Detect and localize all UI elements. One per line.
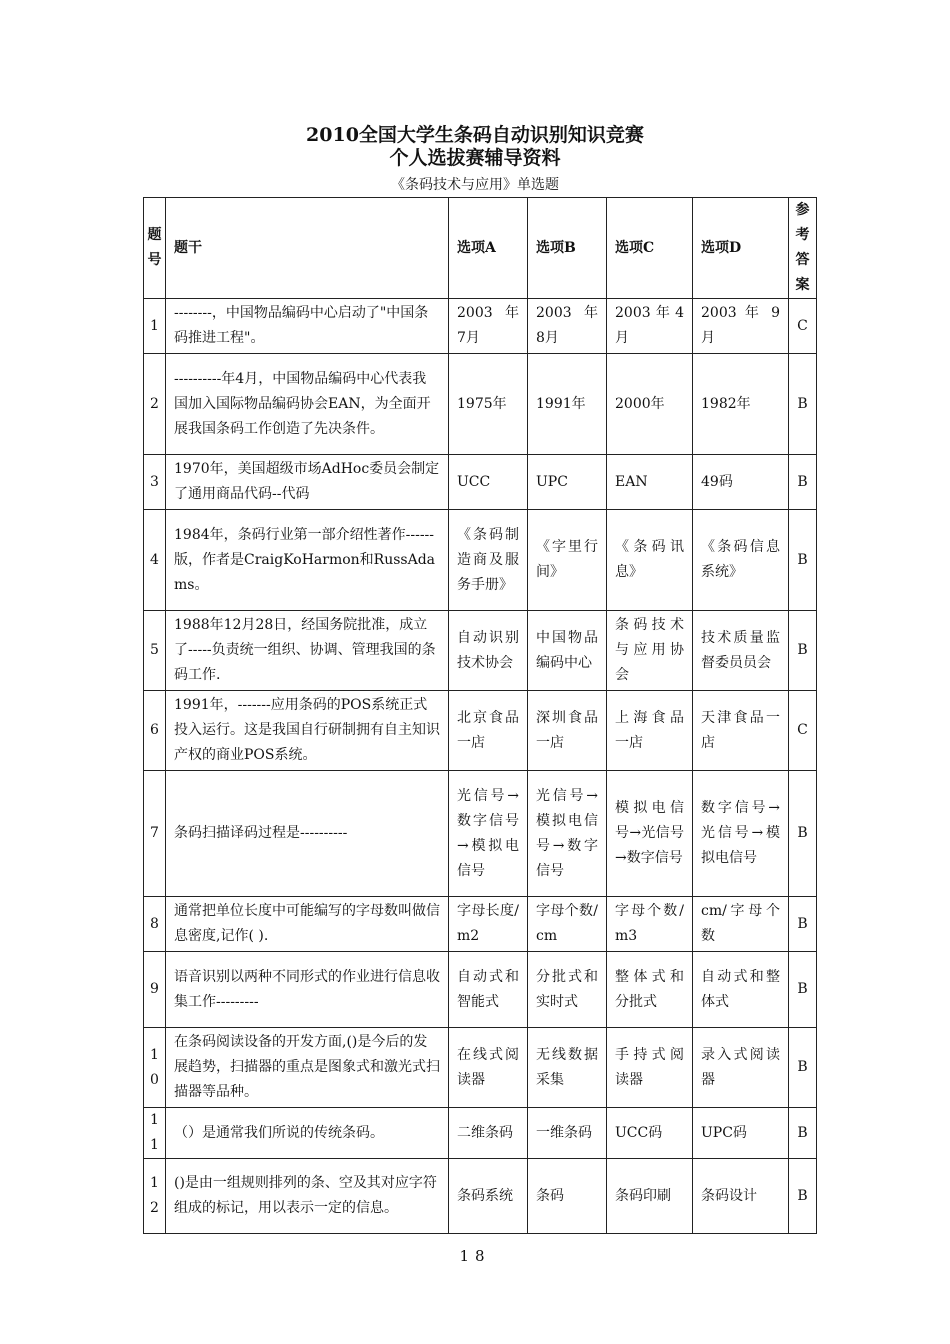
question-table [143, 197, 817, 1234]
option-d: 数字信号→光信号→模拟电信号 [693, 771, 789, 897]
answer: B [789, 952, 817, 1028]
option-c: 2000年 [607, 354, 693, 455]
question-stem: 1984年，条码行业第一部介绍性著作------版，作者是CraigKoHarmon和RussAdams。 [166, 510, 449, 611]
option-d: 技术质量监督委员员会 [693, 611, 789, 691]
option-a: UCC [449, 455, 528, 510]
option-d: 天津食品一店 [693, 691, 789, 771]
question-number: 1 [144, 299, 166, 354]
option-c: 上海食品一店 [607, 691, 693, 771]
table-row [144, 354, 817, 455]
table-row [144, 1108, 817, 1159]
answer: B [789, 1159, 817, 1234]
table-row [144, 299, 817, 354]
option-a: 《条码制造商及服务手册》 [449, 510, 528, 611]
answer: B [789, 1028, 817, 1108]
option-d: 1982年 [693, 354, 789, 455]
question-stem: 条码扫描译码过程是---------- [166, 771, 449, 897]
answer: B [789, 611, 817, 691]
answer: B [789, 1108, 817, 1159]
option-b: 一维条码 [528, 1108, 607, 1159]
question-stem: 1991年，-------应用条码的POS系统正式投入运行。这是我国自行研制拥有自主知识产权的商业POS系统。 [166, 691, 449, 771]
question-number: 2 [144, 354, 166, 455]
answer: B [789, 455, 817, 510]
table-row [144, 1028, 817, 1108]
page-number: 18 [459, 1247, 491, 1265]
question-stem: 语音识别以两种不同形式的作业进行信息收集工作--------- [166, 952, 449, 1028]
question-number: 9 [144, 952, 166, 1028]
option-c: 字母个数/m3 [607, 897, 693, 952]
option-d: 《条码信息系统》 [693, 510, 789, 611]
table-row [144, 952, 817, 1028]
option-b: 1991年 [528, 354, 607, 455]
option-a: 自动式和智能式 [449, 952, 528, 1028]
option-c: EAN [607, 455, 693, 510]
table-row [144, 691, 817, 771]
question-number: 3 [144, 455, 166, 510]
option-a: 光信号→数字信号→模拟电信号 [449, 771, 528, 897]
option-b: 分批式和实时式 [528, 952, 607, 1028]
option-b: 《字里行间》 [528, 510, 607, 611]
question-number: 4 [144, 510, 166, 611]
option-c: 模拟电信号→光信号→数字信号 [607, 771, 693, 897]
question-stem: （）是通常我们所说的传统条码。 [166, 1108, 449, 1159]
option-a: 北京食品一店 [449, 691, 528, 771]
option-b: 光信号→模拟电信号→数字信号 [528, 771, 607, 897]
question-stem: ----------年4月，中国物品编码中心代表我国加入国际物品编码协会EAN，为全面开展我国条码工作创造了先决条件。 [166, 354, 449, 455]
table-row [144, 1159, 817, 1234]
option-c: 条码印刷 [607, 1159, 693, 1234]
table-row [144, 771, 817, 897]
option-c: UCC码 [607, 1108, 693, 1159]
option-c: 条码技术与应用协会 [607, 611, 693, 691]
option-c: 《条码讯息》 [607, 510, 693, 611]
option-a: 条码系统 [449, 1159, 528, 1234]
option-d: UPC码 [693, 1108, 789, 1159]
option-d: 自动式和整体式 [693, 952, 789, 1028]
option-a: 自动识别技术协会 [449, 611, 528, 691]
option-b: 2003 年 8月 [528, 299, 607, 354]
column-header-number: 题号 [144, 198, 166, 299]
column-header-option-b: 选项B [528, 198, 607, 299]
option-a: 字母长度/m2 [449, 897, 528, 952]
column-header-option-a: 选项A [449, 198, 528, 299]
option-d: 录入式阅读器 [693, 1028, 789, 1108]
answer: C [789, 691, 817, 771]
document-subtitle: 个人选拔赛辅导资料 [389, 147, 561, 169]
answer: B [789, 771, 817, 897]
answer: B [789, 897, 817, 952]
option-c: 2003年4月 [607, 299, 693, 354]
column-header-option-d: 选项D [693, 198, 789, 299]
option-b: 无线数据采集 [528, 1028, 607, 1108]
question-stem: 1988年12月28日，经国务院批准，成立了-----负责统一组织、协调、管理我国的条码工作. [166, 611, 449, 691]
question-stem: --------，中国物品编码中心启动了"中国条码推进工程"。 [166, 299, 449, 354]
option-b: 中国物品编码中心 [528, 611, 607, 691]
question-stem: 1970年，美国超级市场AdHoc委员会制定了通用商品代码--代码 [166, 455, 449, 510]
table-row [144, 510, 817, 611]
question-number: 11 [144, 1108, 166, 1159]
question-number: 8 [144, 897, 166, 952]
question-number: 12 [144, 1159, 166, 1234]
column-header-answer: 参考答案 [789, 198, 817, 299]
answer: B [789, 354, 817, 455]
option-a: 二维条码 [449, 1108, 528, 1159]
option-a: 1975年 [449, 354, 528, 455]
option-b: 深圳食品一店 [528, 691, 607, 771]
table-row [144, 611, 817, 691]
question-stem: ()是由一组规则排列的条、空及其对应字符组成的标记，用以表示一定的信息。 [166, 1159, 449, 1234]
question-number: 6 [144, 691, 166, 771]
answer: B [789, 510, 817, 611]
column-header-option-c: 选项C [607, 198, 693, 299]
option-a: 在线式阅读器 [449, 1028, 528, 1108]
question-stem: 通常把单位长度中可能编写的字母数叫做信息密度,记作( ). [166, 897, 449, 952]
option-d: 2003 年 9月 [693, 299, 789, 354]
option-a: 2003 年 7月 [449, 299, 528, 354]
table-row [144, 897, 817, 952]
option-b: UPC [528, 455, 607, 510]
option-d: 49码 [693, 455, 789, 510]
question-stem: 在条码阅读设备的开发方面,()是今后的发展趋势，扫描器的重点是图象式和激光式扫描器等品种。 [166, 1028, 449, 1108]
option-d: 条码设计 [693, 1159, 789, 1234]
option-c: 手持式阅读器 [607, 1028, 693, 1108]
column-header-stem: 题干 [166, 198, 449, 299]
option-c: 整体式和分批式 [607, 952, 693, 1028]
document-title: 2010全国大学生条码自动识别知识竞赛 [306, 124, 644, 146]
option-d: cm/字母个数 [693, 897, 789, 952]
option-b: 条码 [528, 1159, 607, 1234]
question-number: 7 [144, 771, 166, 897]
table-row [144, 455, 817, 510]
question-number: 5 [144, 611, 166, 691]
answer: C [789, 299, 817, 354]
option-b: 字母个数/cm [528, 897, 607, 952]
table-header-row [144, 198, 817, 299]
question-number: 10 [144, 1028, 166, 1108]
section-caption: 《条码技术与应用》单选题 [391, 177, 559, 193]
